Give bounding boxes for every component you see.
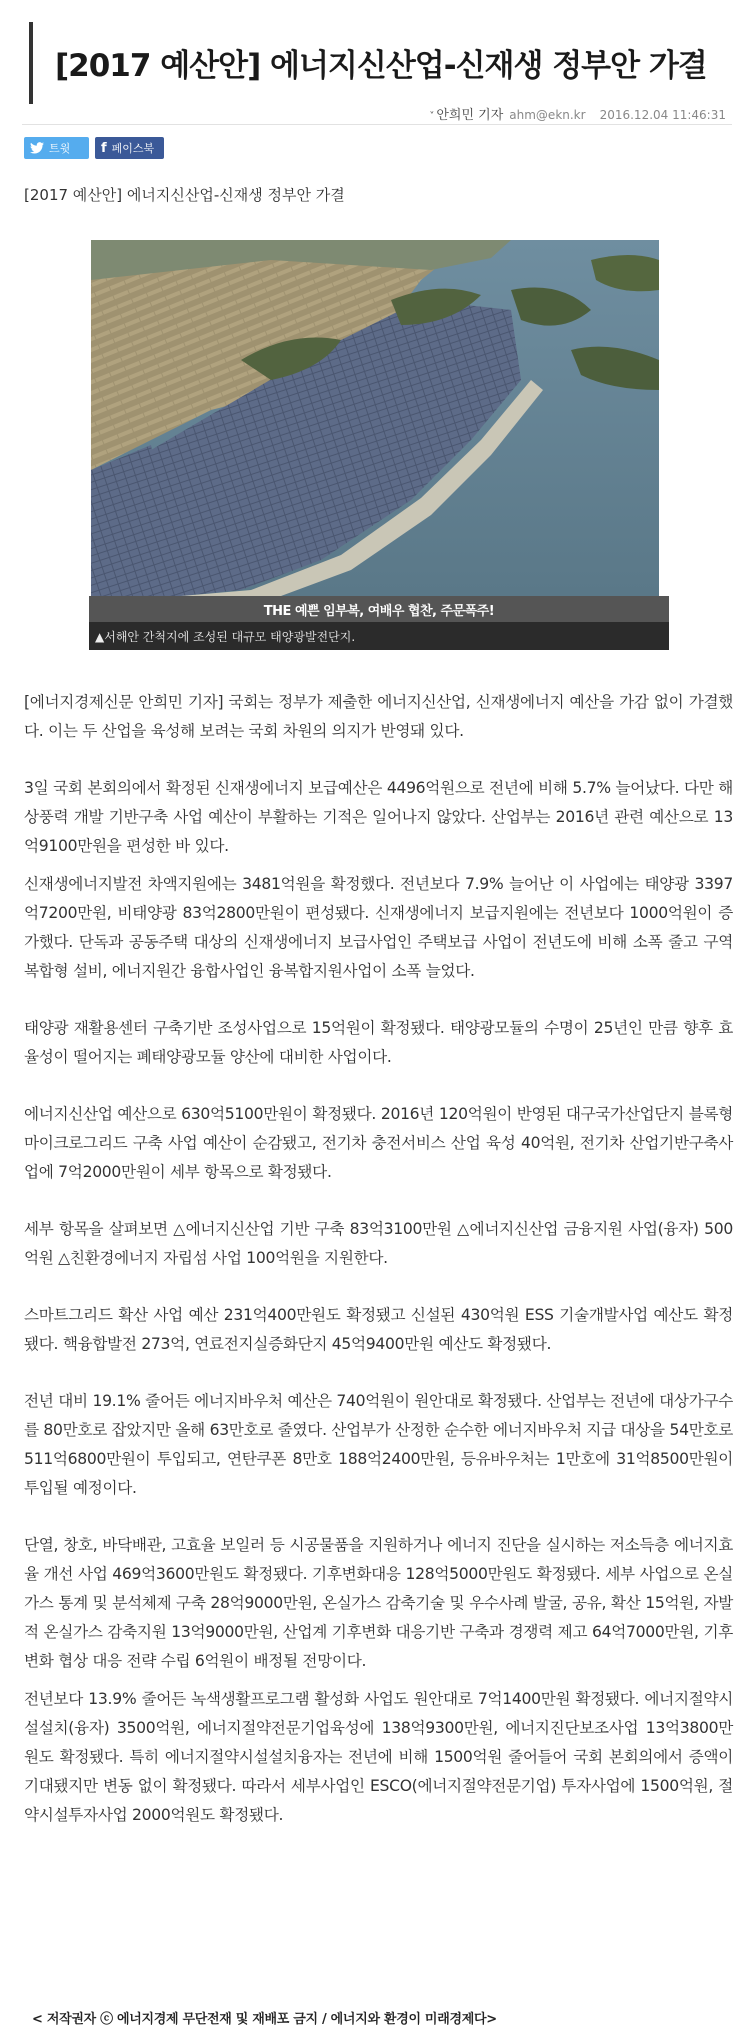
- paragraph: 에너지신산업 예산으로 630억5100만원이 확정됐다. 2016년 120억원이 반영된 대구국가산업단지 블록형 마이크로그리드 구축 사업 예산이 순감됐고, 전기차 충전서비스 산업 육성 40억원, 전기차 산업기반구축사업에 7억2000만원이 세부 항목으로 확정됐다.: [24, 1105, 733, 1181]
- title-block: [29, 22, 729, 104]
- paragraph: [에너지경제신문 안희민 기자] 국회는 정부가 제출한 에너지신산업, 신재생에너지 예산을 가감 없이 가결했다. 이는 두 산업을 육성해 보려는 국회 차원의 의지가 반영돼 있다.: [24, 693, 733, 740]
- twitter-bird-icon: [30, 142, 44, 154]
- byline: [429, 104, 726, 123]
- paragraph: 단열, 창호, 바닥배관, 고효율 보일러 등 시공물품을 지원하거나 에너지 진단을 실시하는 저소득층 에너지효율 개선 사업 469억3600만원도 확정됐다. 기후변화대응 128억5000만원도 확정됐다. 세부 사업으로 온실가스 통계 및 분석체제 구축 28억9000만원, 온실가스 감축기술 및 우수사례 발굴, 공유, 확산 15억원, 자발적 온실가스 감축지원 13억9000만원, 산업계 기후변화 대응기반 구축과 경쟁력 제고 64억7000만원, 기후변화 협상 대응 전략 수립 6억원이 배정될 전망이다.: [24, 1536, 733, 1670]
- facebook-f-icon: f: [101, 140, 107, 156]
- paragraph: 세부 항목을 살펴보면 △에너지신산업 기반 구축 83억3100만원 △에너지신산업 금융지원 사업(융자) 500억원 △친환경에너지 자립섬 사업 100억원을 지원한다.: [24, 1220, 733, 1267]
- paragraph: 신재생에너지발전 차액지원에는 3481억원을 확정했다. 전년보다 7.9% 늘어난 이 사업에는 태양광 3397억7200만원, 비태양광 83억2800만원이 편성됐다. 신재생에너지 보급지원에는 전년보다 1000억원이 증가했다. 단독과 공동주택 대상의 신재생에너지 보급사업인 주택보급 사업이 전년도에 비해 소폭 줄고 구역복합형 설비, 에너지원간 융합사업인 융복합지원사업이 소폭 늘었다.: [24, 875, 733, 980]
- facebook-share-button[interactable]: [95, 137, 164, 159]
- paragraph: 3일 국회 본회의에서 확정된 신재생에너지 보급예산은 4496억원으로 전년에 비해 5.7% 늘어났다. 다만 해상풍력 개발 기반구축 사업 예산이 부활하는 기적은 일어나지 않았다. 산업부는 2016년 관련 예산으로 13억9100만원을 편성한 바 있다.: [24, 779, 733, 855]
- page-title: [2017 예산안] 에너지신산업-신재생 정부안 가결: [55, 48, 707, 84]
- twitter-share-label: 트윗: [49, 142, 71, 155]
- facebook-share-label: 페이스북: [111, 142, 155, 155]
- ad-watermark[interactable]: THE 예쁜 임부복, 여배우 협찬, 주문폭주!: [89, 596, 669, 622]
- article-subtitle: [2017 예산안] 에너지신산업-신재생 정부안 가결: [24, 186, 345, 204]
- article-figure: [91, 240, 659, 650]
- photo-caption: ▲서해안 간척지에 조성된 대규모 태양광발전단지.: [89, 622, 669, 650]
- twitter-share-button[interactable]: [24, 137, 89, 159]
- paragraph: 스마트그리드 확산 사업 예산 231억400만원도 확정됐고 신설된 430억원 ESS 기술개발사업 예산도 확정됐다. 핵융합발전 273억, 연료전지실증화단지 45억9400만원 예산도 확정됐다.: [24, 1306, 733, 1353]
- reporter-email[interactable]: ahm@ekn.kr: [509, 108, 586, 122]
- paragraph: 전년보다 13.9% 줄어든 녹색생활프로그램 활성화 사업도 원안대로 7억1400만원 확정됐다. 에너지절약시설설치(융자) 3500억원, 에너지절약전문기업육성에 138억9300만원, 에너지진단보조사업 13억3800만원도 확정됐다. 특히 에너지절약시설설치융자는 전년에 비해 1500억원 줄어들어 국회 본회의에서 증액이 기대됐지만 변동 없이 확정됐다. 따라서 세부사업인 ESCO(에너지절약전문기업) 투자사업에 1500억원, 절약시설투자사업 2000억원도 확정됐다.: [24, 1690, 733, 1824]
- paragraph: 태양광 재활용센터 구축기반 조성사업으로 15억원이 확정됐다. 태양광모듈의 수명이 25년인 만큼 향후 효율성이 떨어지는 폐태양광모듈 양산에 대비한 사업이다.: [24, 1019, 733, 1066]
- publish-datetime: 2016.12.04 11:46:31: [599, 108, 726, 122]
- reporter-name[interactable]: 안희민 기자: [436, 108, 504, 123]
- share-buttons: [24, 137, 164, 159]
- article-body: [24, 688, 733, 1830]
- paragraph: 전년 대비 19.1% 줄어든 에너지바우처 예산은 740억원이 원안대로 확정됐다. 산업부는 전년에 대상가구수를 80만호로 잡았지만 올해 63만호로 줄였다. 산업부가 산정한 순수한 에너지바우처 지급 대상을 54만호로 511억6800만원이 투입되고, 연탄쿠폰 8만호 188억2400만원, 등유바우처는 1만호에 31억8500만원이 투입될 예정이다.: [24, 1392, 733, 1497]
- solar-farm-photo: [91, 240, 659, 596]
- divider: [22, 124, 732, 125]
- chevron-down-icon[interactable]: ˅: [429, 111, 435, 122]
- copyright-notice: < 저작권자 ⓒ 에너지경제 무단전재 및 재배포 금지 / 에너지와 환경이 미래경제다>: [32, 2012, 497, 2027]
